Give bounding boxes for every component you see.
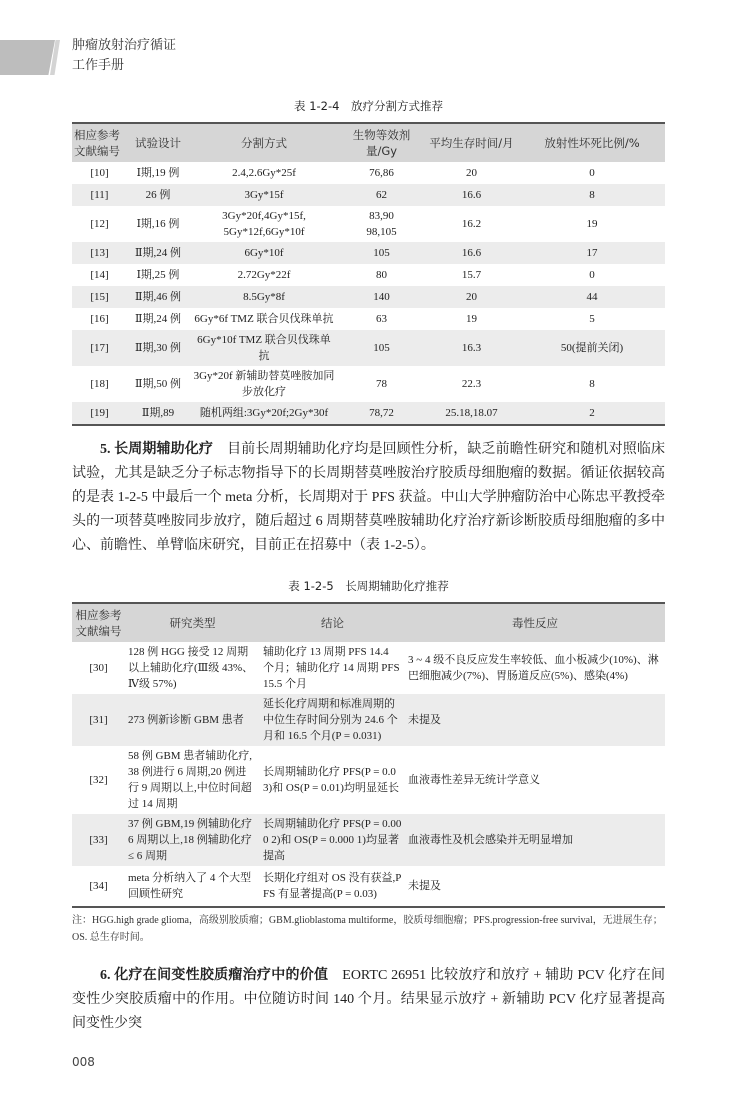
column-header: 研究类型 [169,616,216,630]
table-cell: [31] [89,714,108,726]
table-cell: [32] [89,774,108,786]
table-cell: [11] [90,189,109,201]
page-content [72,0,665,1100]
section-6-body: EORTC 26951 比较放疗和放疗 + 辅助 PCV 化疗在间变性少突胶质瘤中的作用。中位随访时间 140 个月。结果显示放疗 + 新辅助 PCV 化疗显著提高间变性少突 [72,968,665,1031]
table-cell: 19 [466,313,477,325]
table-row [72,308,665,330]
book-subtitle: 工作手册 [72,58,125,73]
table-cell: Ⅰ期,16 例 [136,218,180,230]
table-note: 注：HGG.high grade glioma，高级别胶质瘤；GBM.glioblastoma multiforme，胶质母细胞瘤；PFS.progression-free survival，无进展生存；OS. 总生存时间。 [72,915,663,943]
table-cell: 随机两组:3Gy*20f;2Gy*30f [199,407,329,419]
table-cell: Ⅰ期,25 例 [136,269,180,281]
table-cell: 19 [586,218,598,230]
table-cell: Ⅱ期,50 例 [135,378,181,390]
table-cell: [15] [90,291,109,303]
table-row [72,286,665,308]
section-6-heading: 6. 化疗在间变性胶质瘤治疗中的价值 [100,968,329,983]
table1-title: 表 1-2-4 放疗分割方式推荐 [294,99,443,113]
table-cell: 0 [589,269,595,281]
table-cell: 6Gy*10f [244,247,284,259]
table-cell: 16.6 [461,189,482,201]
table-row [72,642,665,694]
table-cell: 15.7 [461,269,482,281]
table-cell: 25.18,18.07 [445,407,498,419]
table-cell: 20 [466,167,477,179]
table-cell: 8 [589,378,595,390]
table-row [72,242,665,264]
table-row [72,746,665,814]
table-cell: Ⅱ期,24 例 [135,313,181,325]
table-row [72,330,665,366]
column-header: 试验设计 [135,136,181,150]
table-header-row [72,603,665,642]
column-header: 放射性坏死比例/% [544,136,640,150]
table-cell: 8.5Gy*8f [243,291,285,303]
table-cell: [13] [90,247,109,259]
table-cell: 22.3 [461,378,482,390]
table-cell: 78 [376,378,387,390]
table-cell: [18] [90,378,109,390]
table-cell: 37 例 GBM,19 例辅助化疗 6 周期以上,18 例辅助化疗≤ 6 周期 [128,818,253,862]
table-row [72,184,665,206]
table-header-row [72,123,665,162]
page-number: 008 [72,1055,95,1069]
column-header: 相应参考文献编号 [74,128,120,158]
table-cell: 2 [589,407,595,419]
table-cell: 长周期辅助化疗 PFS(P = 0.000 2)和 OS(P = 0.000 1)均显著提高 [263,818,402,862]
table-cell: 16.3 [461,342,482,354]
table-cell: 8 [589,189,595,201]
table-cell: 105 [373,342,390,354]
table-cell: 延长化疗周期和标准周期的中位生存时间分别为 24.6 个月和 16.5 个月(P = 0.031) [263,698,398,742]
table-cell: 血液毒性及机会感染并无明显增加 [408,834,573,846]
table-cell: 16.6 [461,247,482,259]
table-cell: 273 例新诊断 GBM 患者 [128,714,244,726]
column-header: 相应参考文献编号 [75,608,122,638]
section-6-paragraph [72,964,665,1036]
table-cell: Ⅱ期,89 [141,407,175,419]
table-cell: 长期化疗组对 OS 没有获益,PFS 有显著提高(P = 0.03) [263,872,402,900]
table-row [72,866,665,907]
table-fractionation [72,122,665,426]
table-cell: Ⅱ期,46 例 [135,291,181,303]
table-cell: 辅助化疗 13 周期 PFS 14.4 个月；辅助化疗 14 周期 PFS 15.5 个月 [263,646,400,690]
table-cell: 5 [589,313,595,325]
table-cell: 76,86 [369,167,394,179]
table-cell: 105 [373,247,390,259]
table-cell: 128 例 HGG 接受 12 周期以上辅助化疗(Ⅲ级 43%、Ⅳ级 57%) [128,646,254,690]
column-header: 分割方式 [241,136,287,150]
table-cell: meta 分析纳入了 4 个大型回顾性研究 [128,872,252,900]
table-cell: [19] [90,407,109,419]
table-cell: 3Gy*20f 新辅助替莫唑胺加同步放化疗 [193,370,335,398]
table-cell: 80 [376,269,387,281]
table-cell: 26 例 [145,189,171,201]
table-cell: [16] [90,313,109,325]
table-cell: 长周期辅助化疗 PFS(P = 0.03)和 OS(P = 0.01)均明显延长 [263,766,399,794]
table-cell: 未提及 [408,714,441,726]
table-cell: 3 ~ 4 级不良反应发生率较低、血小板减少(10%)、淋巴细胞减少(7%)、胃肠道反应(5%)、感染(4%) [408,654,659,682]
section-5-heading: 5. 长周期辅助化疗 [100,442,214,457]
table-row [72,814,665,866]
table-row [72,402,665,425]
table-cell: [12] [90,218,109,230]
table-cell: 0 [589,167,595,179]
column-header: 平均生存时间/月 [429,136,514,150]
table-cell: 未提及 [408,880,441,892]
table-row [72,694,665,746]
table-cell: Ⅰ期,19 例 [136,167,180,179]
table-cell: 6Gy*10f TMZ 联合贝伐珠单抗 [197,334,331,362]
table-long-adjuvant [72,602,665,908]
table-cell: [30] [89,662,108,674]
table-row [72,264,665,286]
column-header: 生物等效剂量/Gy [352,128,411,158]
table-cell: 50(提前关闭) [560,342,624,354]
table-cell: 20 [466,291,477,303]
table-cell: 血液毒性差异无统计学意义 [408,774,540,786]
section-5-paragraph [72,438,665,558]
table-cell: 83,90 98,105 [366,210,397,238]
table-row [72,366,665,402]
table-cell: [17] [90,342,109,354]
table-cell: 44 [586,291,598,303]
table-cell: 2.4,2.6Gy*25f [232,167,296,179]
table-cell: 58 例 GBM 患者辅助化疗,38 例进行 6 周期,20 例进行 9 周期以上,中位时间超过 14 周期 [128,750,253,810]
table-cell: [34] [89,880,108,892]
header-band [0,40,55,75]
table-cell: [14] [90,269,109,281]
table-cell: 3Gy*20f,4Gy*15f, 5Gy*12f,6Gy*10f [222,210,306,238]
table-cell: Ⅱ期,24 例 [135,247,181,259]
table-cell: 63 [376,313,387,325]
table-cell: Ⅱ期,30 例 [135,342,181,354]
table-cell: 17 [586,247,598,259]
table-row [72,162,665,184]
table-cell: [33] [89,834,108,846]
table-cell: 78,72 [369,407,394,419]
table-row [72,206,665,242]
table-cell: 62 [376,189,387,201]
book-title: 肿瘤放射治疗循证 [72,38,177,53]
table-cell: 2.72Gy*22f [237,269,291,281]
table2-title: 表 1-2-5 长周期辅助化疗推荐 [288,579,449,593]
table-cell: 6Gy*6f TMZ 联合贝伐珠单抗 [194,313,334,325]
section-5-body: 目前长周期辅助化疗均是回顾性分析，缺乏前瞻性研究和随机对照临床试验，尤其是缺乏分子标志物指导下的长周期替莫唑胺治疗胶质母细胞瘤的数据。循证依据较高的是表 1-2-5 中最后一个 meta 分析，长周期对于 PFS 获益。中山大学肿瘤防治中心陈忠平教授牵头的一项替莫唑胺同步放疗，随后超过 6 周期替莫唑胺辅助化疗治疗新诊断胶质母细胞瘤的多中心、前瞻性、单臂临床研究，目前正在招募中（表 1-2-5）。 [72,442,666,553]
table-cell: 140 [373,291,390,303]
table-cell: [10] [90,167,109,179]
table-cell: 3Gy*15f [244,189,284,201]
table-cell: 16.2 [461,218,482,230]
column-header: 毒性反应 [512,616,558,630]
column-header: 结论 [321,616,344,630]
